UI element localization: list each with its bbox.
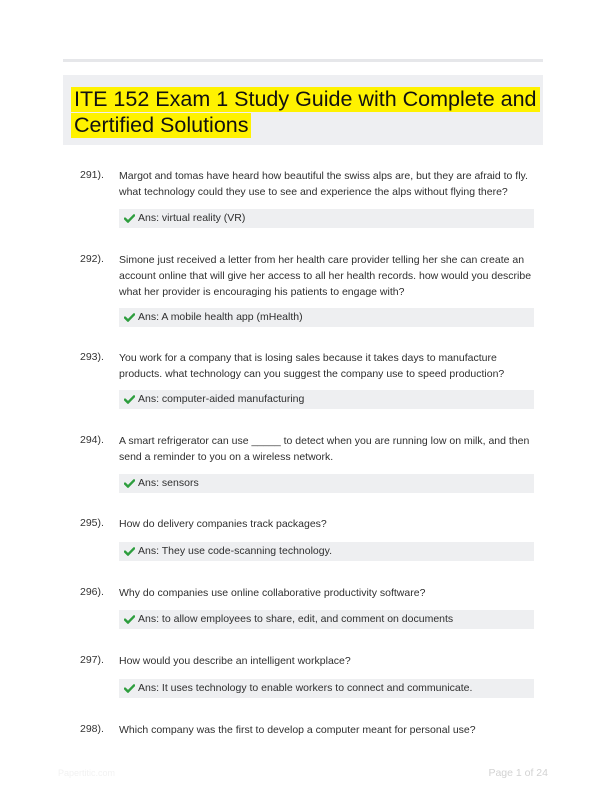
answer-box [119,474,534,493]
question-number: 291). [80,169,104,181]
check-icon [124,547,135,556]
answer-box [119,390,534,409]
question-number: 297). [80,654,104,666]
question-number: 294). [80,434,104,446]
footer-page-number: Page 1 of 24 [488,767,548,779]
check-icon [124,479,135,488]
answer-text: Ans: computer-aided manufacturing [138,393,305,405]
check-icon [124,313,135,322]
question-text: A smart refrigerator can use _____ to detect when you are running low on milk, and then send a reminder to you on a wireless network. [119,435,530,463]
question-text: Which company was the first to develop a computer meant for personal use? [119,724,476,736]
check-icon [124,615,135,624]
answer-text: Ans: It uses technology to enable workers to connect and communicate. [138,682,473,694]
answer-text: Ans: to allow employees to share, edit, and comment on documents [138,613,454,625]
question-number: 296). [80,586,104,598]
answer-text: Ans: virtual reality (VR) [138,212,246,224]
question-text: How would you describe an intelligent workplace? [119,655,351,667]
question-number: 292). [80,253,104,265]
answer-box [119,679,534,698]
question-text: You work for a company that is losing sales because it takes days to manufacture products. what technology can you suggest the company use to speed production? [119,352,505,380]
title-highlight: ITE 152 Exam 1 Study Guide with Complete and Certified Solutions [71,87,540,138]
question-text: Why do companies use online collaborative productivity software? [119,587,426,599]
title-banner [63,75,543,145]
question-number: 295). [80,517,104,529]
answer-box [119,610,534,629]
check-icon [124,214,135,223]
answer-text: Ans: A mobile health app (mHealth) [138,311,303,323]
answer-box [119,542,534,561]
check-icon [124,395,135,404]
answer-text: Ans: They use code-scanning technology. [138,545,332,557]
document-title [71,86,539,138]
question-text: Simone just received a letter from her health care provider telling her she can create an account online that will give her access to all her health records. how would you describe what her provider is encouraging his patients to engage with? [119,254,532,298]
question-number: 293). [80,351,104,363]
question-text: Margot and tomas have heard how beautiful the swiss alps are, but they are afraid to fly. what technology could they use to see and experience the alps without flying there? [119,170,528,198]
answer-text: Ans: sensors [138,477,199,489]
footer-site-watermark: Papertitic.com [58,768,116,778]
top-divider [63,59,543,62]
question-number: 298). [80,723,104,735]
question-text: How do delivery companies track packages? [119,518,327,530]
answer-box [119,308,534,327]
answer-box [119,209,534,228]
check-icon [124,684,135,693]
